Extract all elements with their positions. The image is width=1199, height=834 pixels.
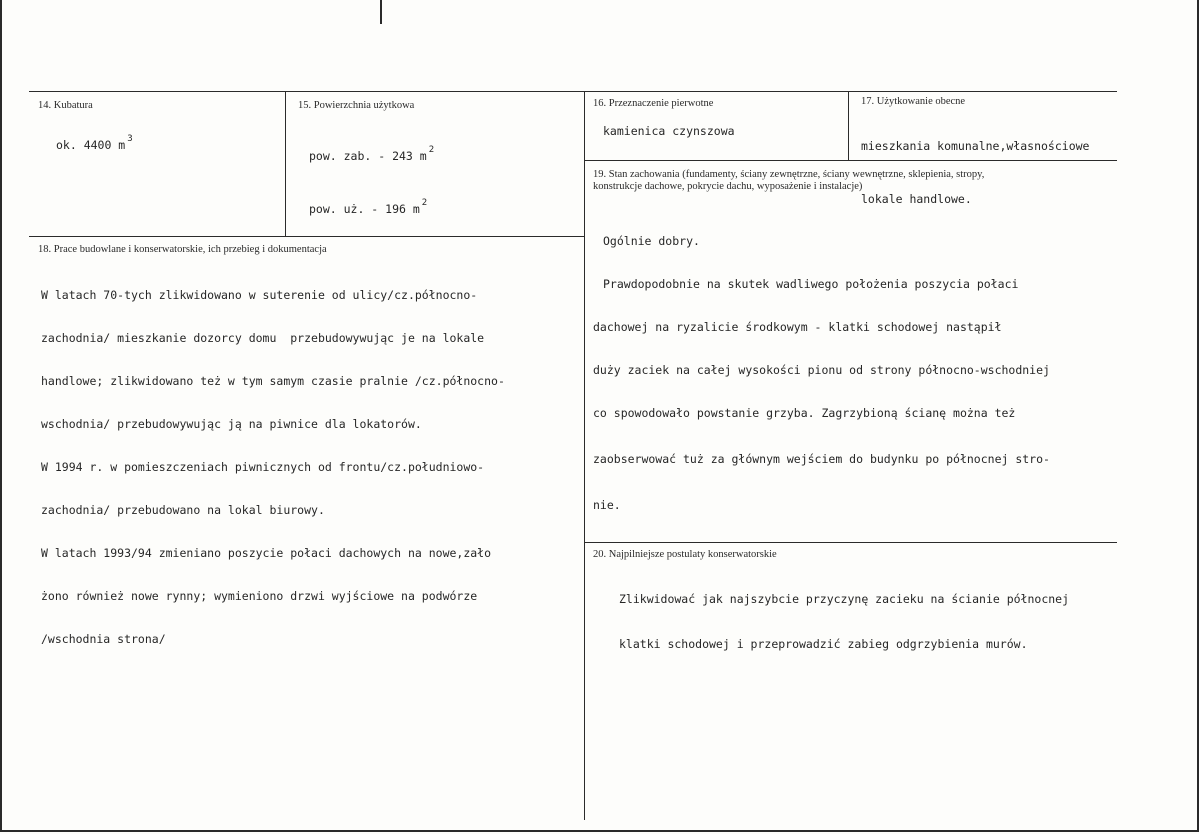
- field-18-text: [41, 260, 505, 661]
- rule-under-14-15: [29, 236, 584, 237]
- field-20-text: [619, 564, 1069, 666]
- field-14-value: [56, 134, 133, 152]
- top-fold-mark: [380, 0, 382, 24]
- cubature-value: ok. 4400 m: [56, 138, 126, 152]
- field-18-line: handlowe; zlikwidowano też w tym samym czasie pralnie /cz.północno-: [41, 374, 505, 388]
- field-19-line: zaobserwować tuż za głównym wejściem do budynku po północnej stro-: [593, 452, 1050, 466]
- rule-above-20: [584, 542, 1117, 543]
- field-16-label: 16. Przeznaczenie pierwotne: [593, 98, 714, 109]
- field-18-line: /wschodnia strona/: [41, 632, 166, 646]
- field-18-line: W 1994 r. w pomieszczeniach piwnicznych od frontu/cz.południowo-: [41, 460, 485, 474]
- field-17-label: 17. Użytkowanie obecne: [861, 96, 966, 107]
- built-area-exponent: 2: [428, 145, 435, 155]
- field-18-line: zachodnia/ mieszkanie dozorcy domu przebudowywując je na lokale: [41, 331, 485, 345]
- divider-16-17: [848, 91, 849, 161]
- field-19-line: Prawdopodobnie na skutek wadliwego położenia poszycia połaci: [603, 277, 1019, 291]
- field-18-line: zachodnia/ przebudowano na lokal biurowy.: [41, 503, 325, 517]
- top-rule: [29, 91, 1117, 92]
- divider-14-15: [285, 91, 286, 236]
- field-19-label-line-2: konstrukcje dachowe, pokrycie dachu, wyposażenie i instalacje): [593, 181, 863, 192]
- field-18-label: 18. Prace budowlane i konserwatorskie, ich przebieg i dokumentacja: [38, 244, 327, 255]
- center-divider: [584, 91, 585, 820]
- field-19-text: [593, 206, 1050, 527]
- field-19-line: duży zaciek na całej wysokości pionu od strony północno-wschodniej: [593, 363, 1050, 377]
- field-15-value: [309, 121, 434, 231]
- field-16-value: kamienica czynszowa: [603, 124, 735, 138]
- cubature-exponent: 3: [127, 134, 133, 144]
- field-19-line: dachowej na ryzalicie środkowym - klatki schodowej nastąpił: [593, 320, 1002, 334]
- usable-area: pow. uż. - 196 m: [309, 202, 420, 216]
- field-19-line: nie.: [593, 498, 621, 512]
- current-use-line-2: lokale handlowe.: [861, 192, 972, 206]
- usable-area-exponent: 2: [421, 198, 428, 208]
- field-20-label: 20. Najpilniejsze postulaty konserwatorskie: [593, 549, 777, 560]
- field-17-value: [861, 111, 1089, 221]
- field-15-label: 15. Powierzchnia użytkowa: [298, 100, 415, 111]
- field-19-line: Ogólnie dobry.: [603, 234, 700, 248]
- field-18-line: żono również nowe rynny; wymieniono drzwi wyjściowe na podwórze: [41, 589, 478, 603]
- field-18-line: W latach 70-tych zlikwidowano w suterenie od ulicy/cz.północno-: [41, 288, 478, 302]
- field-19-label-line-1: 19. Stan zachowania (fundamenty, ściany zewnętrzne, ściany wewnętrzne, sklepienia, stropy,: [593, 169, 985, 180]
- field-18-line: wschodnia/ przebudowywując ją na piwnice dla lokatorów.: [41, 417, 422, 431]
- field-20-line: klatki schodowej i przeprowadzić zabieg odgrzybienia murów.: [619, 637, 1028, 651]
- built-area: pow. zab. - 243 m: [309, 149, 427, 163]
- field-18-line: W latach 1993/94 zmieniano poszycie połaci dachowych na nowe,zało: [41, 546, 492, 560]
- field-19-line: co spowodowało powstanie grzyba. Zagrzybioną ścianę można też: [593, 406, 1016, 420]
- current-use-line-1: mieszkania komunalne,własnościowe: [861, 139, 1090, 153]
- field-20-line: Zlikwidować jak najszybcie przyczynę zacieku na ścianie północnej: [619, 592, 1070, 606]
- field-14-label: 14. Kubatura: [38, 100, 93, 111]
